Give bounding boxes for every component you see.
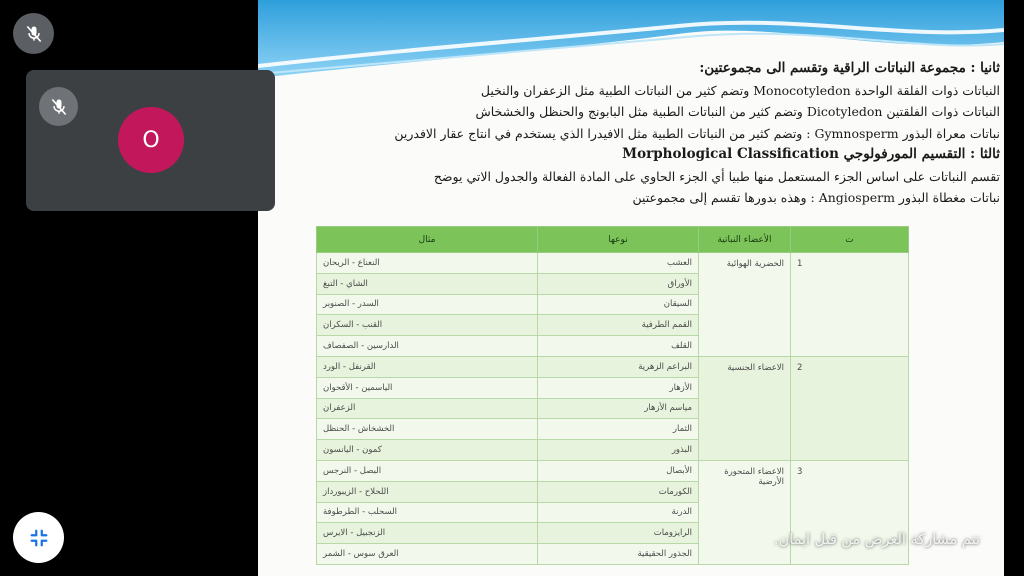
document-line: النباتات ذوات الفلقة الواحدة Monocotyledon وتضم كثير من النباتات الطبية مثل الزعفران والنخيل <box>480 82 1000 98</box>
avatar: O <box>118 107 184 173</box>
example-cell: السحلب - الطرطوفة <box>317 502 538 523</box>
header-type: نوعها <box>538 227 699 253</box>
document-line: النباتات ذوات الفلقتين Dicotyledon وتضم كثير من النباتات الطبية مثل البابونج والحنظل والخشخاش <box>475 104 1000 119</box>
document-line: نباتات معراة البذور Gymnosperm : وتضم كثير من النباتات الطبية مثل الافيدرا الذي يستخدم في انتاج عقار الافدرين <box>394 125 1000 141</box>
classification-table <box>316 226 909 565</box>
document-line: ثالثا : التقسيم المورفولوجي Morphological Classification <box>622 146 1000 162</box>
mic-off-icon <box>24 24 44 44</box>
type-cell: الأزهار <box>538 377 699 398</box>
type-cell: الأوراق <box>538 273 699 294</box>
type-cell: البراعم الزهرية <box>538 356 699 377</box>
participant-mic-status <box>39 87 78 126</box>
group-organ-cell: الخضرية الهوائية <box>699 253 791 357</box>
mic-off-icon <box>49 97 69 117</box>
example-cell: البصل - النرجس <box>317 460 538 481</box>
group-organ-cell: الاعضاء الجنسية <box>699 356 791 460</box>
type-cell: الثمار <box>538 419 699 440</box>
example-cell: النعناع - الريحان <box>317 253 538 274</box>
presentation-share-caption: تتم مشاركة العرض من قبل ايمان. <box>773 532 980 548</box>
collapse-button[interactable] <box>13 512 64 563</box>
group-number-cell: 2 <box>791 356 909 460</box>
type-cell: مياسم الأزهار <box>538 398 699 419</box>
type-cell: العشب <box>538 253 699 274</box>
header-example: مثال <box>317 227 538 253</box>
example-cell: السدر - الصنوبر <box>317 294 538 315</box>
example-cell: الشاي - التبغ <box>317 273 538 294</box>
classification-table-wrap <box>316 226 908 570</box>
example-cell: الزعفران <box>317 398 538 419</box>
table-row <box>317 356 909 377</box>
type-cell: الكورمات <box>538 481 699 502</box>
example-cell: القنب - السكران <box>317 315 538 336</box>
group-number-cell: 1 <box>791 253 909 357</box>
document-line: نباتات مغطاة البذور Angiosperm : وهذه بدورها تقسم إلى مجموعتين <box>632 190 1000 205</box>
document-text <box>258 58 1004 209</box>
example-cell: القرنفل - الورد <box>317 356 538 377</box>
table-row <box>317 253 909 274</box>
example-cell: الخشخاش - الحنظل <box>317 419 538 440</box>
table-header-row <box>317 227 909 253</box>
example-cell: الياسمين - الأقحوان <box>317 377 538 398</box>
group-number-cell: 3 <box>791 460 909 564</box>
type-cell: القلف <box>538 336 699 357</box>
type-cell: الأبصال <box>538 460 699 481</box>
type-cell: الرايزومات <box>538 523 699 544</box>
type-cell: القمم الطرفية <box>538 315 699 336</box>
example-cell: الزنجبيل - الايرس <box>317 523 538 544</box>
example-cell: كمون - اليانسون <box>317 440 538 461</box>
type-cell: الدرنة <box>538 502 699 523</box>
header-organ: الأعضاء النباتية <box>699 227 791 253</box>
example-cell: اللحلاح - الزيبورداز <box>317 481 538 502</box>
document-line: ثانيا : مجموعة النباتات الراقية وتقسم الى مجموعتين: <box>699 60 1000 76</box>
shared-screen <box>258 0 1004 576</box>
mute-toggle-button[interactable] <box>13 13 54 54</box>
type-cell: الجذور الحقيقية <box>538 544 699 565</box>
document-line: تقسم النباتات على اساس الجزء المستعمل منها طبيا أي الجزء الحاوي على المادة الفعالة والجدول الاتي يوضح <box>433 168 1000 184</box>
collapse-icon <box>28 527 50 549</box>
table-row <box>317 460 909 481</box>
participant-tile[interactable] <box>26 70 275 211</box>
example-cell: العرق سوس - الشمر <box>317 544 538 565</box>
header-number: ت <box>791 227 909 253</box>
type-cell: السيقان <box>538 294 699 315</box>
example-cell: الدارسين - الصفصاف <box>317 336 538 357</box>
type-cell: البذور <box>538 440 699 461</box>
group-organ-cell: الاعضاء المتحورة الأرضية <box>699 460 791 564</box>
